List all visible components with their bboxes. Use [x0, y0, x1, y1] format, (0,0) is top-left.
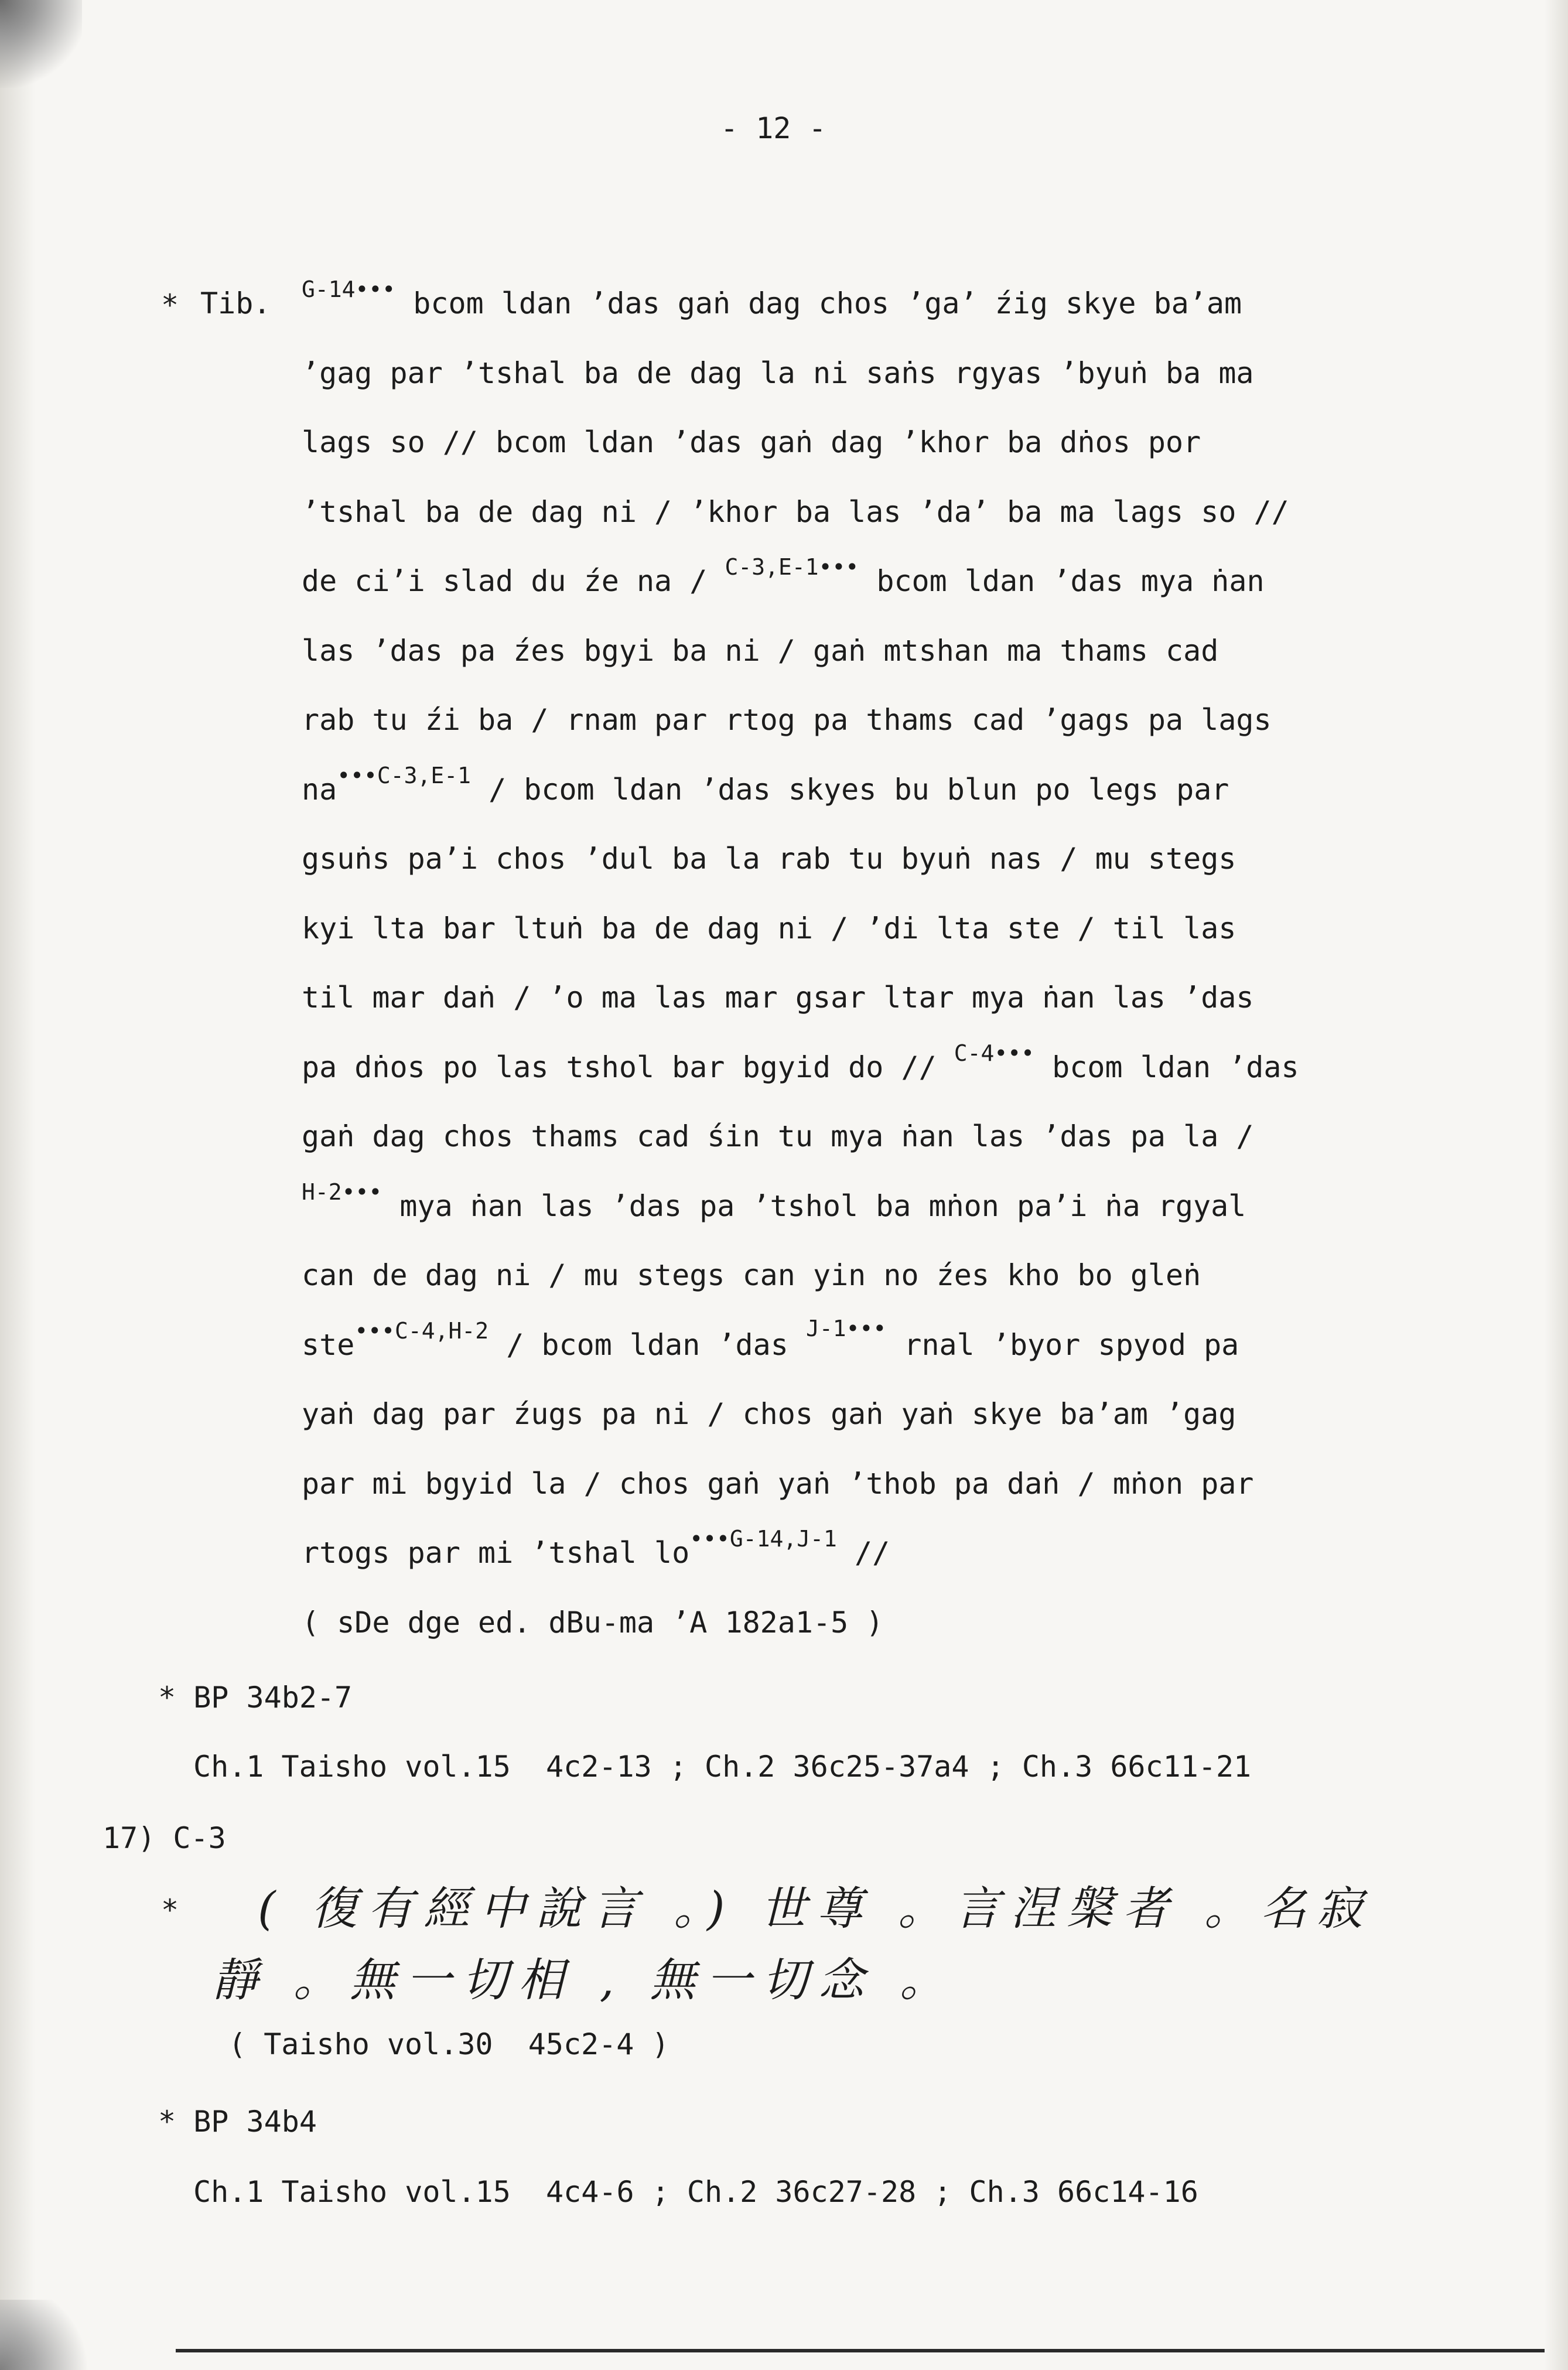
tib-line-citation: •••C-3,E-1	[337, 763, 471, 788]
page-edge-shadow-left	[0, 0, 35, 2370]
tib-line-text: bcom ldan ʼdas mya ṅan	[859, 564, 1265, 598]
bp-ref-2: * BP 34b4	[158, 2105, 317, 2139]
tib-line-citation: C-3,E-1•••	[725, 554, 859, 580]
tib-line	[302, 702, 1272, 737]
tib-line	[302, 1316, 1239, 1362]
note-17-label: 17) C-3	[103, 1821, 226, 1855]
tib-line-text: par mi bgyid la / chos gaṅ yaṅ ʼthob pa daṅ / mṅon par	[302, 1467, 1254, 1501]
scan-corner-bottom-left	[0, 2300, 94, 2370]
tib-line	[302, 1466, 1254, 1501]
tib-line	[302, 1526, 890, 1570]
tib-line	[302, 276, 1242, 321]
tib-line	[302, 633, 1218, 668]
tib-line-text: mya ṅan las ʼdas pa ʼtshol ba mṅon paʼi ṅa rgyal	[382, 1189, 1246, 1223]
note-17-star: *	[161, 1893, 179, 1927]
tib-line	[302, 980, 1254, 1015]
chinese-quote-line-2: 靜 。無一切相 , 無一切念 。	[212, 1954, 956, 2007]
tib-line-citation: G-14•••	[302, 276, 396, 302]
tib-star-marker: *	[161, 288, 179, 322]
tib-line-citation: H-2•••	[302, 1179, 382, 1205]
page-edge-shadow-right	[1545, 0, 1568, 2370]
tib-line	[302, 554, 1265, 599]
tib-line	[302, 1396, 1236, 1432]
tib-line-text: gsuṅs paʼi chos ʼdul ba la rab tu byuṅ nas / mu stegs	[302, 842, 1236, 876]
tib-line-text: rtogs par mi ʼtshal lo	[302, 1536, 690, 1570]
tib-line	[302, 494, 1289, 530]
tib-line	[302, 1040, 1299, 1085]
tib-line-text: las ʼdas pa źes bgyi ba ni / gaṅ mtshan ma thams cad	[302, 634, 1219, 668]
tib-line	[302, 911, 1236, 946]
tib-line	[302, 1179, 1246, 1224]
tib-line-text: gaṅ dag chos thams cad śin tu mya ṅan las ʼdas pa la /	[302, 1119, 1254, 1153]
tib-line	[302, 1119, 1254, 1154]
tib-line-text: can de dag ni / mu stegs can yin no źes kho bo gleṅ	[302, 1258, 1201, 1292]
tib-line-text: bcom ldan ʼdas	[1034, 1050, 1299, 1084]
tib-line	[302, 425, 1201, 460]
tib-line	[302, 763, 1229, 807]
bp-ref-1-detail: Ch.1 Taisho vol.15 4c2-13 ; Ch.2 36c25-37a4 ; Ch.3 66c11-21	[193, 1750, 1252, 1784]
tib-line-text: pa dṅos po las tshol bar bgyid do //	[302, 1050, 954, 1084]
tib-line-text: na	[302, 773, 337, 807]
tib-line-citation: J-1•••	[805, 1316, 887, 1341]
tib-line	[302, 356, 1254, 391]
tib-line-text: ʼtshal ba de dag ni / ʼkhor ba las ʼdaʼ ba ma lags so //	[302, 495, 1289, 529]
note-17-source: ( Taisho vol.30 45c2-4 )	[228, 2027, 669, 2061]
bp-ref-1: * BP 34b2-7	[158, 1681, 353, 1715]
tib-line-text: //	[836, 1536, 890, 1570]
tib-line-text: de ciʼi slad du źe na /	[302, 564, 725, 598]
scan-corner-top-left	[0, 0, 82, 88]
tib-line-citation: •••C-4,H-2	[354, 1318, 489, 1344]
tib-line-text: lags so // bcom ldan ʼdas gaṅ dag ʼkhor ba dṅos por	[302, 425, 1201, 459]
tib-line-text: til mar daṅ / ʼo ma las mar gsar ltar mya ṅan las ʼdas	[302, 981, 1254, 1015]
tib-line-text: ste	[302, 1328, 355, 1362]
tib-line-text: rab tu źi ba / rnam par rtog pa thams cad ʼgags pa lags	[302, 703, 1272, 737]
bottom-rule	[176, 2349, 1545, 2352]
tib-line-text: rnal ʼbyor spyod pa	[886, 1328, 1239, 1362]
tib-line	[302, 1605, 883, 1640]
tib-line-text: / bcom ldan ʼdas skyes bu blun po legs par	[471, 773, 1229, 807]
bp-ref-2-detail: Ch.1 Taisho vol.15 4c4-6 ; Ch.2 36c27-28 ; Ch.3 66c14-16	[193, 2175, 1198, 2209]
tib-line-text: ʼgag par ʼtshal ba de dag la ni saṅs rgyas ʼbyuṅ ba ma	[302, 356, 1254, 390]
tib-line-text: bcom ldan ʼdas gaṅ dag chos ʼgaʼ źig skye baʼam	[395, 286, 1242, 320]
page-number: - 12 -	[720, 111, 826, 145]
tib-line-citation: C-4•••	[954, 1040, 1035, 1066]
tib-line-text: kyi lta bar ltuṅ ba de dag ni / ʼdi lta ste / til las	[302, 911, 1236, 945]
tib-line-text: / bcom ldan ʼdas	[488, 1328, 806, 1362]
chinese-quote-line-1: ( 復有經中說言 。) 世尊 。言涅槃者 。名寂	[258, 1883, 1373, 1935]
tib-line	[302, 841, 1236, 876]
tib-line-citation: •••G-14,J-1	[689, 1526, 837, 1552]
tib-line-text: yaṅ dag par źugs pa ni / chos gaṅ yaṅ skye baʼam ʼgag	[302, 1397, 1236, 1431]
tib-line-text: ( sDe dge ed. dBu-ma ʼA 182a1-5 )	[302, 1606, 884, 1640]
tib-label: Tib.	[200, 286, 271, 320]
tib-line	[302, 1258, 1201, 1293]
